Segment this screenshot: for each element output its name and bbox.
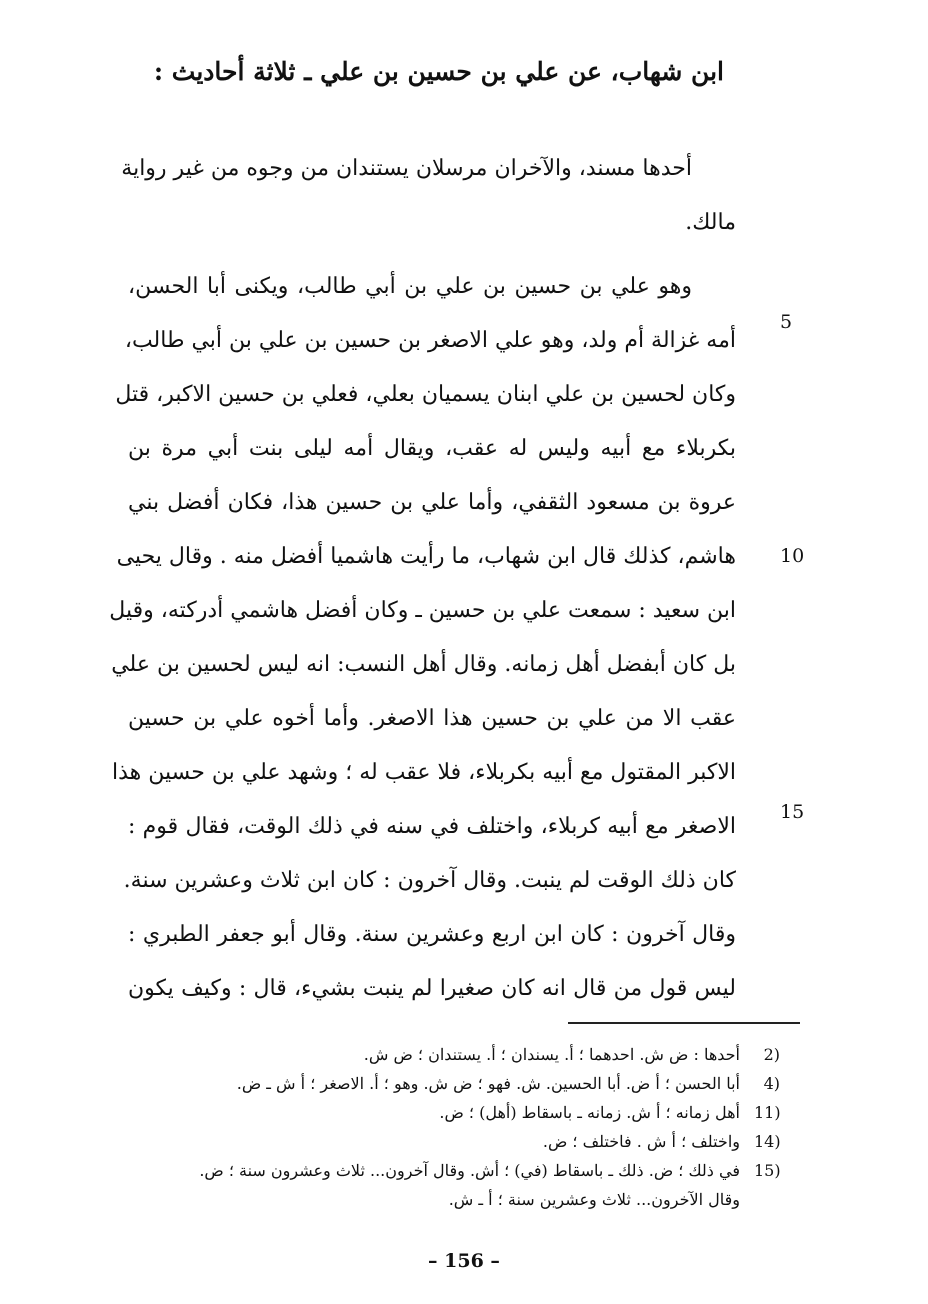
text-line: بل كان أبفضل أهل زمانه. وقال أهل النسب: انه ليس لحسين بن علي xyxy=(111,652,736,677)
text-line: وقال آخرون : كان ابن اربع وعشرين سنة. وقال أبو جعفر الطبري : xyxy=(128,922,736,947)
text-line: عروة بن مسعود الثقفي، وأما علي بن حسين هذا، فكان أفضل بني xyxy=(128,490,736,515)
text-line: أمه غزالة أم ولد، وهو علي الاصغر بن حسين بن علي بن أبي طالب، xyxy=(124,328,736,353)
footnotes xyxy=(60,1040,780,1214)
footnote-text: أهل زمانه ؛ أ ش. زمانه ـ باسقاط (أهل) ؛ ض. xyxy=(439,1103,740,1122)
footnote-text: أبا الحسن ؛ أ ض. أبا الحسين. ش. فهو ؛ ض ش. وهو ؛ أ. الاصغر ؛ أ ش ـ ض. xyxy=(236,1074,740,1093)
text-line: وهو علي بن حسين بن علي بن أبي طالب، ويكنى أبا الحسن، xyxy=(128,274,692,299)
footnote xyxy=(60,1040,780,1069)
text-line: أحدها مسند، والآخران مرسلان يستندان من وجوه من غير رواية xyxy=(121,156,692,181)
footnote-text: واختلف ؛ أ ش . فاختلف ؛ ض. xyxy=(542,1132,740,1151)
footnote-divider xyxy=(568,1022,800,1024)
text-line: ابن سعيد : سمعت علي بن حسين ـ وكان أفضل هاشمي أدركته، وقيل xyxy=(109,598,736,623)
footnote xyxy=(60,1069,780,1098)
footnote xyxy=(60,1156,780,1185)
line-number-15: 15 xyxy=(780,801,805,823)
text-line: ليس قول من قال انه كان صغيرا لم ينبت بشيء، قال : وكيف يكون xyxy=(128,976,736,1001)
text-line: هاشم، كذلك قال ابن شهاب، ما رأيت هاشميا أفضل منه . وقال يحيى xyxy=(116,544,736,569)
text-line: الاصغر مع أبيه كربلاء، واختلف في سنه في ذلك الوقت، فقال قوم : xyxy=(128,814,736,839)
footnote xyxy=(60,1127,780,1156)
footnote xyxy=(60,1098,780,1127)
main-text xyxy=(109,142,736,1016)
footnote-text: في ذلك ؛ ض. ذلك ـ باسقاط (في) ؛ أش. وقال آخرون... ثلاث وعشرون سنة ؛ ض. xyxy=(199,1161,740,1180)
text-line: الاكبر المقتول مع أبيه بكربلاء، فلا عقب له ؛ وشهد علي بن حسين هذا xyxy=(112,760,736,785)
footnote-number: 2) xyxy=(763,1045,780,1064)
line-number-5: 5 xyxy=(780,311,793,333)
section-heading: ابن شهاب، عن علي بن حسين بن علي ـ ثلاثة أحاديث : xyxy=(153,57,724,86)
footnote-text: أحدها : ض ش. احدهما ؛ أ. يسندان ؛ أ. يستندان ؛ ض ش. xyxy=(363,1045,740,1064)
footnote-number: 4) xyxy=(763,1074,780,1093)
text-line: مالك. xyxy=(685,210,736,235)
text-line: بكربلاء مع أبيه وليس له عقب، ويقال أمه ليلى بنت أبي مرة بن xyxy=(128,436,736,461)
line-number-10: 10 xyxy=(780,545,805,567)
footnote-continuation: وقال الآخرون... ثلاث وعشرين سنة ؛ أ ـ ش. xyxy=(448,1190,740,1209)
footnote-number: 15) xyxy=(754,1161,781,1180)
text-line: عقب الا من علي بن حسين هذا الاصغر. وأما أخوه علي بن حسين xyxy=(128,706,736,731)
footnote-number: 11) xyxy=(754,1103,781,1122)
page-number: – 156 – xyxy=(428,1250,500,1272)
text-line: وكان لحسين بن علي ابنان يسميان بعلي، فعلي بن حسين الاكبر، قتل xyxy=(115,382,736,407)
text-line: كان ذلك الوقت لم ينبت. وقال آخرون : كان ابن ثلاث وعشرين سنة. xyxy=(123,868,736,893)
footnote-number: 14) xyxy=(754,1132,781,1151)
